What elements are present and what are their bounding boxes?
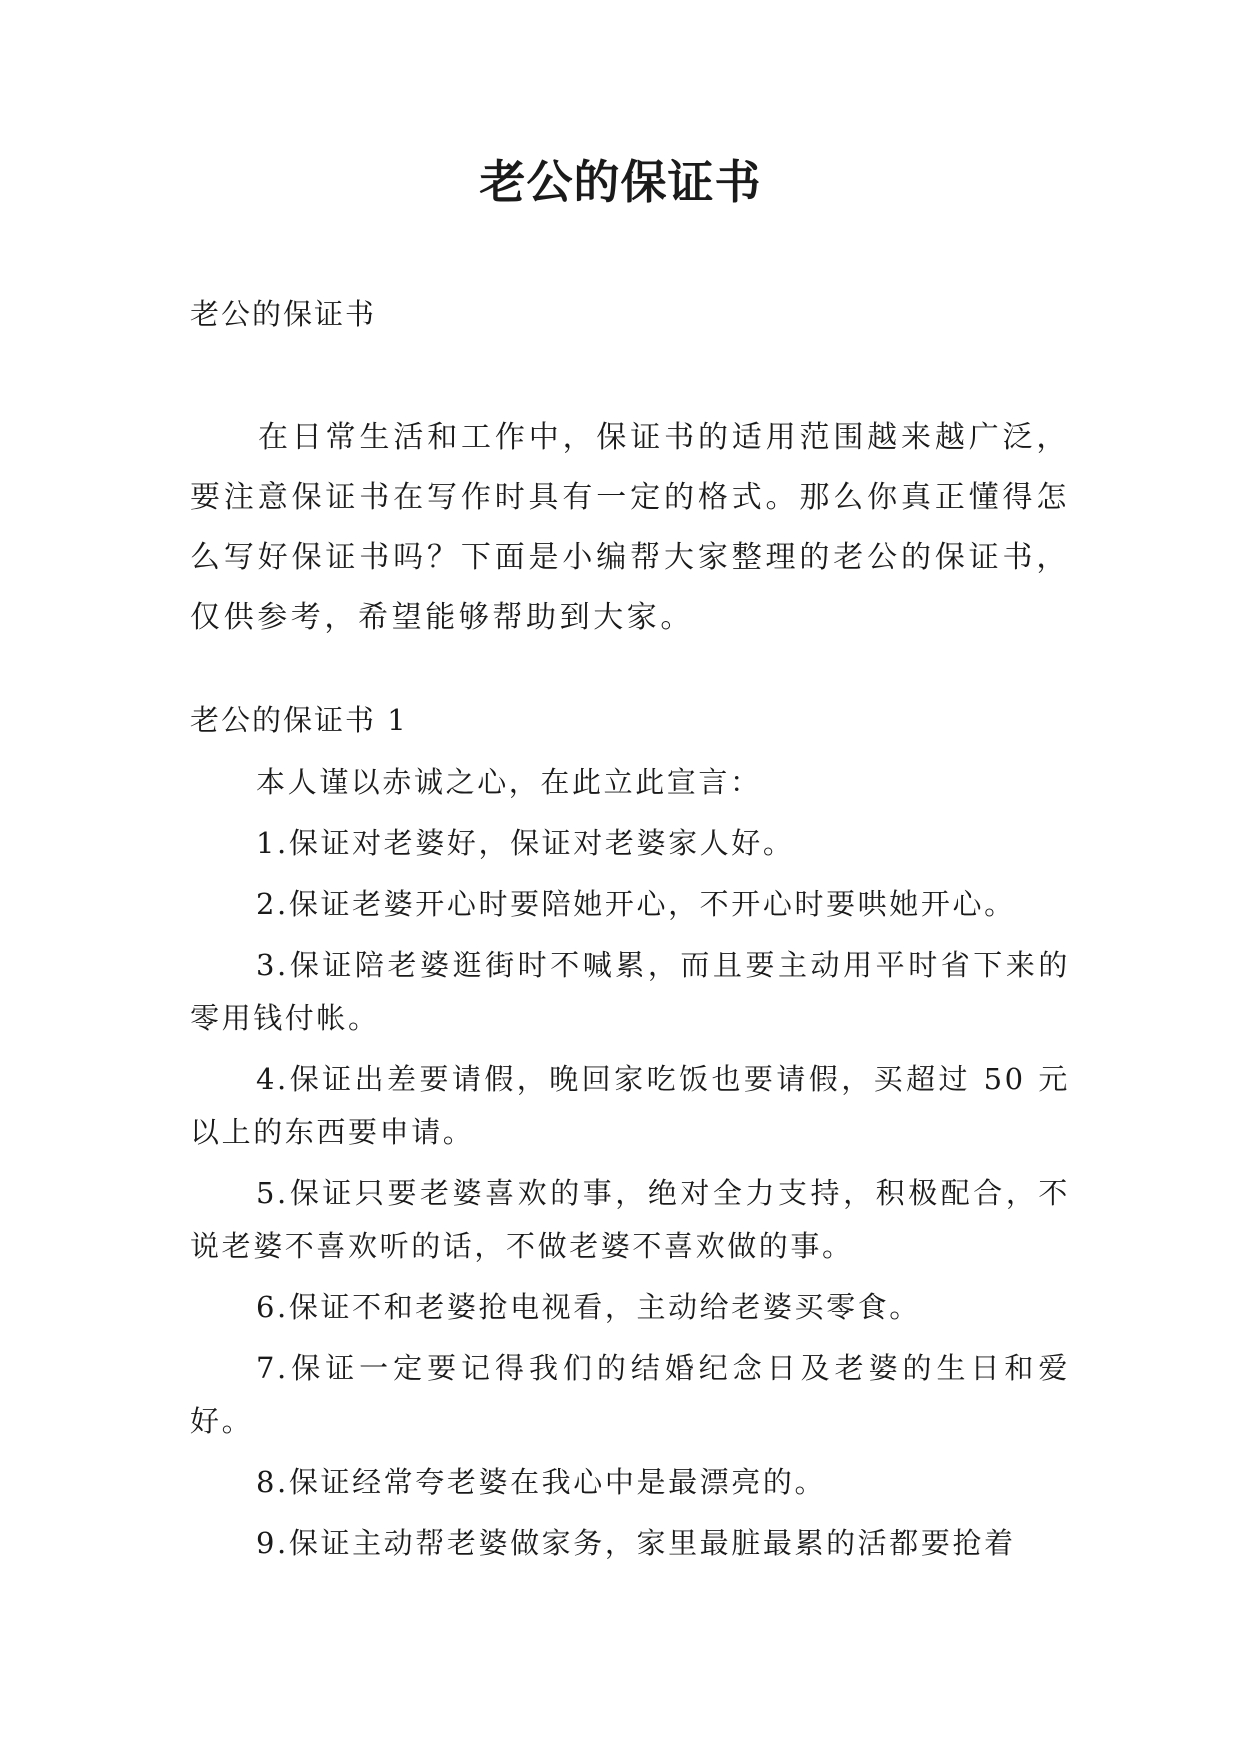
document-subtitle: 老公的保证书 [190,297,377,331]
pledge-opening: 本人谨以赤诚之心，在此立此宣言： [256,765,762,799]
pledge-item-4: 4.保证出差要请假，晚回家吃饭也要请假，买超过 50 元以上的东西要申请。 [190,1062,1070,1149]
pledge-item-2: 2.保证老婆开心时要陪她开心，不开心时要哄她开心。 [256,887,1016,921]
pledge-item-7: 7.保证一定要记得我们的结婚纪念日及老婆的生日和爱好。 [190,1351,1070,1438]
pledge-list [190,756,1070,1578]
pledge-item-8: 8.保证经常夸老婆在我心中是最漂亮的。 [256,1465,827,1499]
pledge-item-3: 3.保证陪老婆逛街时不喊累，而且要主动用平时省下来的零用钱付帐。 [190,948,1070,1035]
pledge-item-5: 5.保证只要老婆喜欢的事，绝对全力支持，积极配合，不说老婆不喜欢听的话，不做老婆不喜欢做的事。 [190,1176,1070,1263]
document-title: 老公的保证书 [479,155,762,209]
intro-paragraph: 在日常生活和工作中，保证书的适用范围越来越广泛，要注意保证书在写作时具有一定的格式。那么你真正懂得怎么写好保证书吗？下面是小编帮大家整理的老公的保证书，仅供参考，希望能够帮助到大家。 [190,420,1070,635]
pledge-item-1: 1.保证对老婆好，保证对老婆家人好。 [256,826,795,860]
pledge-item-6: 6.保证不和老婆抢电视看，主动给老婆买零食。 [256,1290,921,1324]
pledge-item-9: 9.保证主动帮老婆做家务，家里最脏最累的活都要抢着 [256,1526,1016,1560]
section-title: 老公的保证书 1 [190,703,408,737]
